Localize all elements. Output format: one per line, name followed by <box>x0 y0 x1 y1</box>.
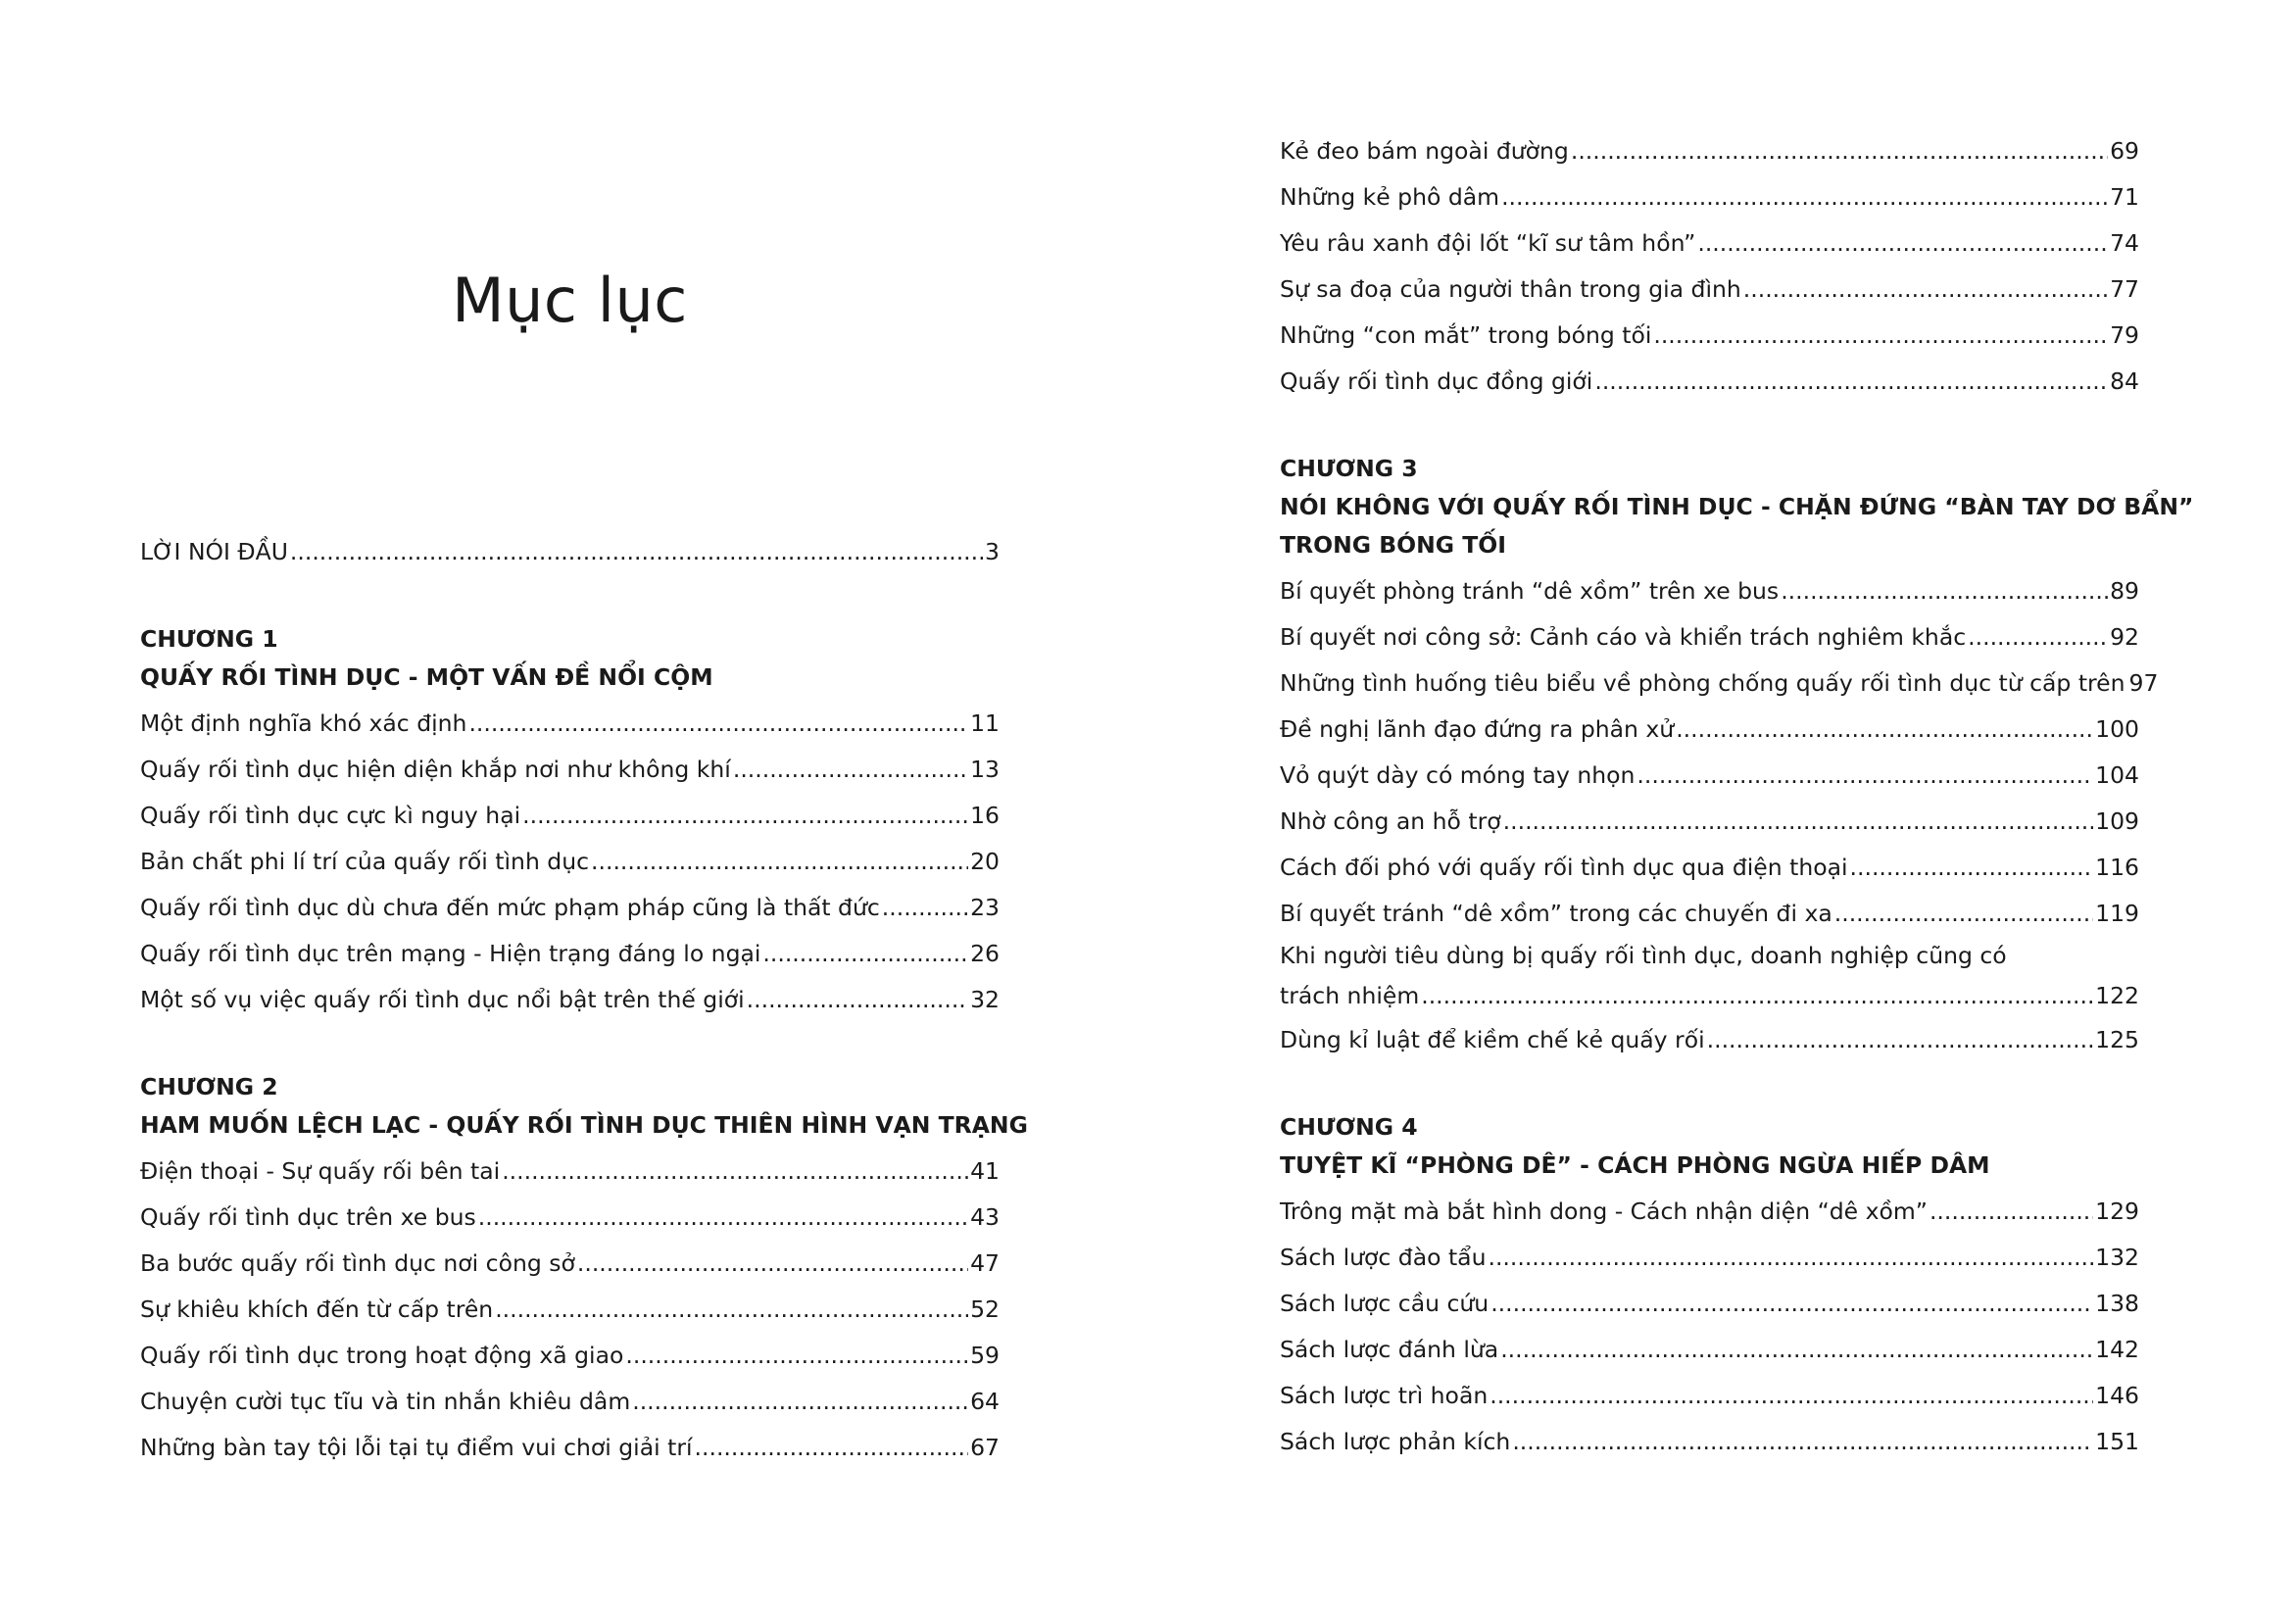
toc-page-number: 142 <box>2095 1336 2139 1363</box>
toc-page-number: 41 <box>970 1157 1000 1185</box>
chapter-title-continued: TRONG BÓNG TỐI <box>1280 531 1507 559</box>
toc-entry[interactable] <box>140 1425 1000 1471</box>
chapter-title: QUẤY RỐI TÌNH DỤC - MỘT VẤN ĐỀ NỔI CỘM <box>140 663 713 691</box>
toc-page-number: 43 <box>970 1203 1000 1231</box>
toc-page-number: 109 <box>2095 807 2139 835</box>
dot-leader <box>1653 313 2108 359</box>
toc-entry-label: Đề nghị lãnh đạo đứng ra phân xử <box>1280 715 1675 743</box>
toc-entry-label: Ba bước quấy rối tình dục nơi công sở <box>140 1249 575 1277</box>
toc-page-number: 146 <box>2095 1382 2139 1409</box>
dot-leader <box>1850 845 2094 891</box>
toc-page-number: 74 <box>2110 229 2139 257</box>
toc-entry-label: LỜI NÓI ĐẦU <box>140 538 288 565</box>
toc-page-number: 20 <box>970 848 1000 875</box>
chapter-1-section <box>140 620 1000 1023</box>
toc-page-number: 97 <box>2128 669 2159 697</box>
toc-entry-label: Bản chất phi lí trí của quấy rối tình dục <box>140 848 590 875</box>
toc-entry[interactable] <box>1280 1373 2139 1419</box>
toc-page-number: 151 <box>2095 1428 2139 1455</box>
dot-leader <box>495 1287 968 1333</box>
toc-page-number: 119 <box>2095 900 2139 927</box>
dot-leader <box>1743 267 2108 313</box>
chapter-number: CHƯƠNG 2 <box>140 1073 278 1100</box>
dot-leader <box>290 529 983 575</box>
toc-entry[interactable] <box>1280 845 2139 891</box>
toc-page-number: 125 <box>2095 1026 2139 1053</box>
toc-entry-label: Quấy rối tình dục hiện diện khắp nơi như không khí <box>140 756 731 783</box>
dot-leader <box>1500 1327 2093 1373</box>
chapter-number: CHƯƠNG 4 <box>1280 1113 1418 1141</box>
toc-entry[interactable] <box>140 1195 1000 1241</box>
dot-leader <box>591 839 968 885</box>
toc-entry[interactable] <box>1280 313 2139 359</box>
toc-entry-label: Một định nghĩa khó xác định <box>140 709 467 737</box>
toc-page-number: 13 <box>970 756 1000 783</box>
toc-entry[interactable] <box>1280 1281 2139 1327</box>
toc-entry-label: Bí quyết nơi công sở: Cảnh cáo và khiển trách nghiêm khắc <box>1280 623 1967 651</box>
toc-page-number: 92 <box>2110 623 2139 651</box>
chapter-2-section <box>140 1068 1028 1471</box>
toc-page-number: 47 <box>970 1249 1000 1277</box>
toc-entry-label: Bí quyết phòng tránh “dê xồm” trên xe bus <box>1280 577 1780 605</box>
left-page <box>140 0 1028 1613</box>
dot-leader <box>1571 128 2108 174</box>
chapter-title: HAM MUỐN LỆCH LẠC - QUẤY RỐI TÌNH DỤC THIÊN HÌNH VẠN TRẠNG <box>140 1111 1028 1139</box>
toc-entry[interactable] <box>1280 799 2139 845</box>
toc-entry-label: Chuyện cười tục tĩu và tin nhắn khiêu dâm <box>140 1388 631 1415</box>
toc-entry[interactable] <box>1280 267 2139 313</box>
chapter-title: TUYỆT KĨ “PHÒNG DÊ” - CÁCH PHÒNG NGỪA HIẾP DÂM <box>1280 1151 1990 1179</box>
toc-page-number: 3 <box>985 538 1000 565</box>
toc-page-number: 77 <box>2110 275 2139 303</box>
toc-entry-label-line1: Khi người tiêu dùng bị quấy rối tình dục, doanh nghiệp cũng có <box>1280 942 2007 969</box>
toc-entry-label: Sách lược phản kích <box>1280 1428 1511 1455</box>
toc-entry-label: Một số vụ việc quấy rối tình dục nổi bật trên thế giới <box>140 986 745 1013</box>
toc-page-number: 104 <box>2095 761 2139 789</box>
toc-page-number: 69 <box>2110 137 2139 165</box>
dot-leader <box>1781 568 2108 614</box>
toc-entry-label: Những bàn tay tội lỗi tại tụ điểm vui chơi giải trí <box>140 1434 693 1461</box>
toc-entry-label: Những “con mắt” trong bóng tối <box>1280 321 1652 349</box>
dot-leader <box>1488 1235 2093 1281</box>
toc-entry-label: Những kẻ phô dâm <box>1280 183 1500 211</box>
toc-entry[interactable] <box>140 1287 1000 1333</box>
dot-leader <box>1490 1281 2093 1327</box>
chapter-3-section <box>1280 450 2194 1063</box>
toc-entry-label: Sự sa đoạ của người thân trong gia đình <box>1280 275 1741 303</box>
toc-entry[interactable] <box>140 1379 1000 1425</box>
toc-page-number: 67 <box>970 1434 1000 1461</box>
dot-leader <box>1637 753 2093 799</box>
chapter-2-continued <box>1280 128 2139 405</box>
dot-leader <box>882 885 968 931</box>
toc-entry[interactable] <box>140 701 1000 747</box>
dot-leader <box>468 701 968 747</box>
dot-leader <box>1676 707 2093 753</box>
dot-leader <box>747 977 968 1023</box>
toc-entry-label: Trông mặt mà bắt hình dong - Cách nhận diện “dê xồm” <box>1280 1198 1928 1225</box>
dot-leader <box>1421 975 2093 1017</box>
toc-entry[interactable] <box>1280 1327 2139 1373</box>
toc-entry-label: Dùng kỉ luật để kiềm chế kẻ quấy rối <box>1280 1026 1705 1053</box>
toc-page-number: 138 <box>2095 1290 2139 1317</box>
toc-page-number: 79 <box>2110 321 2139 349</box>
toc-entry[interactable] <box>140 885 1000 931</box>
chapter-number: CHƯƠNG 1 <box>140 625 278 653</box>
chapter-title: NÓI KHÔNG VỚI QUẤY RỐI TÌNH DỤC - CHẶN ĐỨNG “BÀN TAY DƠ BẨN” <box>1280 493 2194 520</box>
toc-entry-label: Điện thoại - Sự quấy rối bên tai <box>140 1157 501 1185</box>
dot-leader <box>1968 614 2108 660</box>
toc-entry-label: Sách lược đánh lừa <box>1280 1336 1499 1363</box>
dot-leader <box>577 1241 968 1287</box>
toc-page-number: 16 <box>970 802 1000 829</box>
dot-leader <box>478 1195 968 1241</box>
toc-entry[interactable] <box>140 931 1000 977</box>
toc-page-number: 26 <box>970 940 1000 967</box>
dot-leader <box>522 793 968 839</box>
toc-page-number: 84 <box>2110 367 2139 395</box>
toc-entry-label: Quấy rối tình dục trong hoạt động xã giao <box>140 1342 624 1369</box>
dot-leader <box>625 1333 968 1379</box>
toc-list-right <box>1280 128 2194 1465</box>
toc-entry[interactable] <box>1280 128 2139 174</box>
toc-page-number: 100 <box>2095 715 2139 743</box>
page-title: Mục lục <box>452 265 688 336</box>
chapter-4-section <box>1280 1108 2139 1465</box>
toc-page-number: 89 <box>2110 577 2139 605</box>
toc-entry-label: Vỏ quýt dày có móng tay nhọn <box>1280 761 1636 789</box>
toc-page-number: 129 <box>2095 1198 2139 1225</box>
dot-leader <box>1594 359 2108 405</box>
toc-entry-multiline[interactable] <box>1280 937 2139 1017</box>
toc-entry[interactable] <box>140 1241 1000 1287</box>
dot-leader <box>1503 799 2093 845</box>
dot-leader <box>1512 1419 2093 1465</box>
dot-leader <box>733 747 968 793</box>
toc-entry-label: Sách lược đào tẩu <box>1280 1244 1487 1271</box>
toc-entry[interactable] <box>1280 753 2139 799</box>
dot-leader <box>695 1425 969 1471</box>
toc-entry-label: Sách lược cầu cứu <box>1280 1290 1490 1317</box>
toc-entry[interactable] <box>1280 1189 2139 1235</box>
dot-leader <box>762 931 968 977</box>
toc-entry-label: Quấy rối tình dục trên mạng - Hiện trạng đáng lo ngại <box>140 940 761 967</box>
toc-entry[interactable] <box>1280 1017 2139 1063</box>
toc-page-number: 32 <box>970 986 1000 1013</box>
toc-entry[interactable] <box>140 1333 1000 1379</box>
toc-page-number: 23 <box>970 894 1000 921</box>
toc-entry-label: Bí quyết tránh “dê xồm” trong các chuyến đi xa <box>1280 900 1832 927</box>
toc-entry-label: Quấy rối tình dục đồng giới <box>1280 367 1593 395</box>
toc-entry-label: Những tình huống tiêu biểu về phòng chống quấy rối tình dục từ cấp trên <box>1280 669 2125 697</box>
toc-entry[interactable] <box>140 977 1000 1023</box>
toc-entry-label: Yêu râu xanh đội lốt “kĩ sư tâm hồn” <box>1280 229 1696 257</box>
toc-entry[interactable] <box>1280 220 2139 267</box>
dot-leader <box>1930 1189 2093 1235</box>
toc-entry[interactable] <box>140 839 1000 885</box>
right-page <box>1280 0 2194 1613</box>
dot-leader <box>1707 1017 2094 1063</box>
toc-entry-label: Nhờ công an hỗ trợ <box>1280 807 1501 835</box>
toc-entry[interactable] <box>1280 707 2139 753</box>
toc-entry[interactable] <box>1280 174 2139 220</box>
dot-leader <box>632 1379 968 1425</box>
toc-entry-line2 <box>1280 975 2139 1017</box>
toc-page-number: 64 <box>970 1388 1000 1415</box>
dot-leader <box>502 1149 968 1195</box>
toc-entry[interactable] <box>140 793 1000 839</box>
toc-entry-label: Quấy rối tình dục dù chưa đến mức phạm pháp cũng là thất đức <box>140 894 880 921</box>
dot-leader <box>1697 220 2108 267</box>
toc-page-number: 52 <box>970 1295 1000 1323</box>
toc-entry-label: Cách đối phó với quấy rối tình dục qua điện thoại <box>1280 854 1848 881</box>
toc-page-number: 132 <box>2095 1244 2139 1271</box>
toc-entry-label: Sự khiêu khích đến từ cấp trên <box>140 1295 494 1323</box>
toc-entry[interactable] <box>140 747 1000 793</box>
dot-leader <box>1834 891 2093 937</box>
toc-entry[interactable] <box>1280 568 2139 614</box>
chapter-number: CHƯƠNG 3 <box>1280 455 1418 482</box>
toc-entry[interactable] <box>1280 891 2139 937</box>
toc-page-number: 71 <box>2110 183 2139 211</box>
dot-leader <box>1501 174 2108 220</box>
toc-entry-label: Quấy rối tình dục cực kì nguy hại <box>140 802 521 829</box>
toc-page-number: 11 <box>970 709 1000 737</box>
toc-page-number: 116 <box>2095 854 2139 881</box>
dot-leader <box>1490 1373 2093 1419</box>
toc-entry[interactable] <box>1280 614 2139 660</box>
toc-entry[interactable] <box>1280 1235 2139 1281</box>
toc-entry-label: Kẻ đeo bám ngoài đường <box>1280 137 1569 165</box>
toc-entry-label: Sách lược trì hoãn <box>1280 1382 1489 1409</box>
toc-page-number: 59 <box>970 1342 1000 1369</box>
toc-entry-label-line2: trách nhiệm <box>1280 982 1420 1009</box>
toc-page-number: 122 <box>2095 982 2139 1009</box>
toc-entry[interactable] <box>1280 660 2159 707</box>
toc-entry[interactable] <box>1280 1419 2139 1465</box>
toc-list-left <box>140 529 1028 1471</box>
toc-entry[interactable] <box>1280 359 2139 405</box>
toc-entry[interactable] <box>140 1149 1000 1195</box>
toc-entry-label: Quấy rối tình dục trên xe bus <box>140 1203 476 1231</box>
toc-entry-preface[interactable] <box>140 529 1000 575</box>
